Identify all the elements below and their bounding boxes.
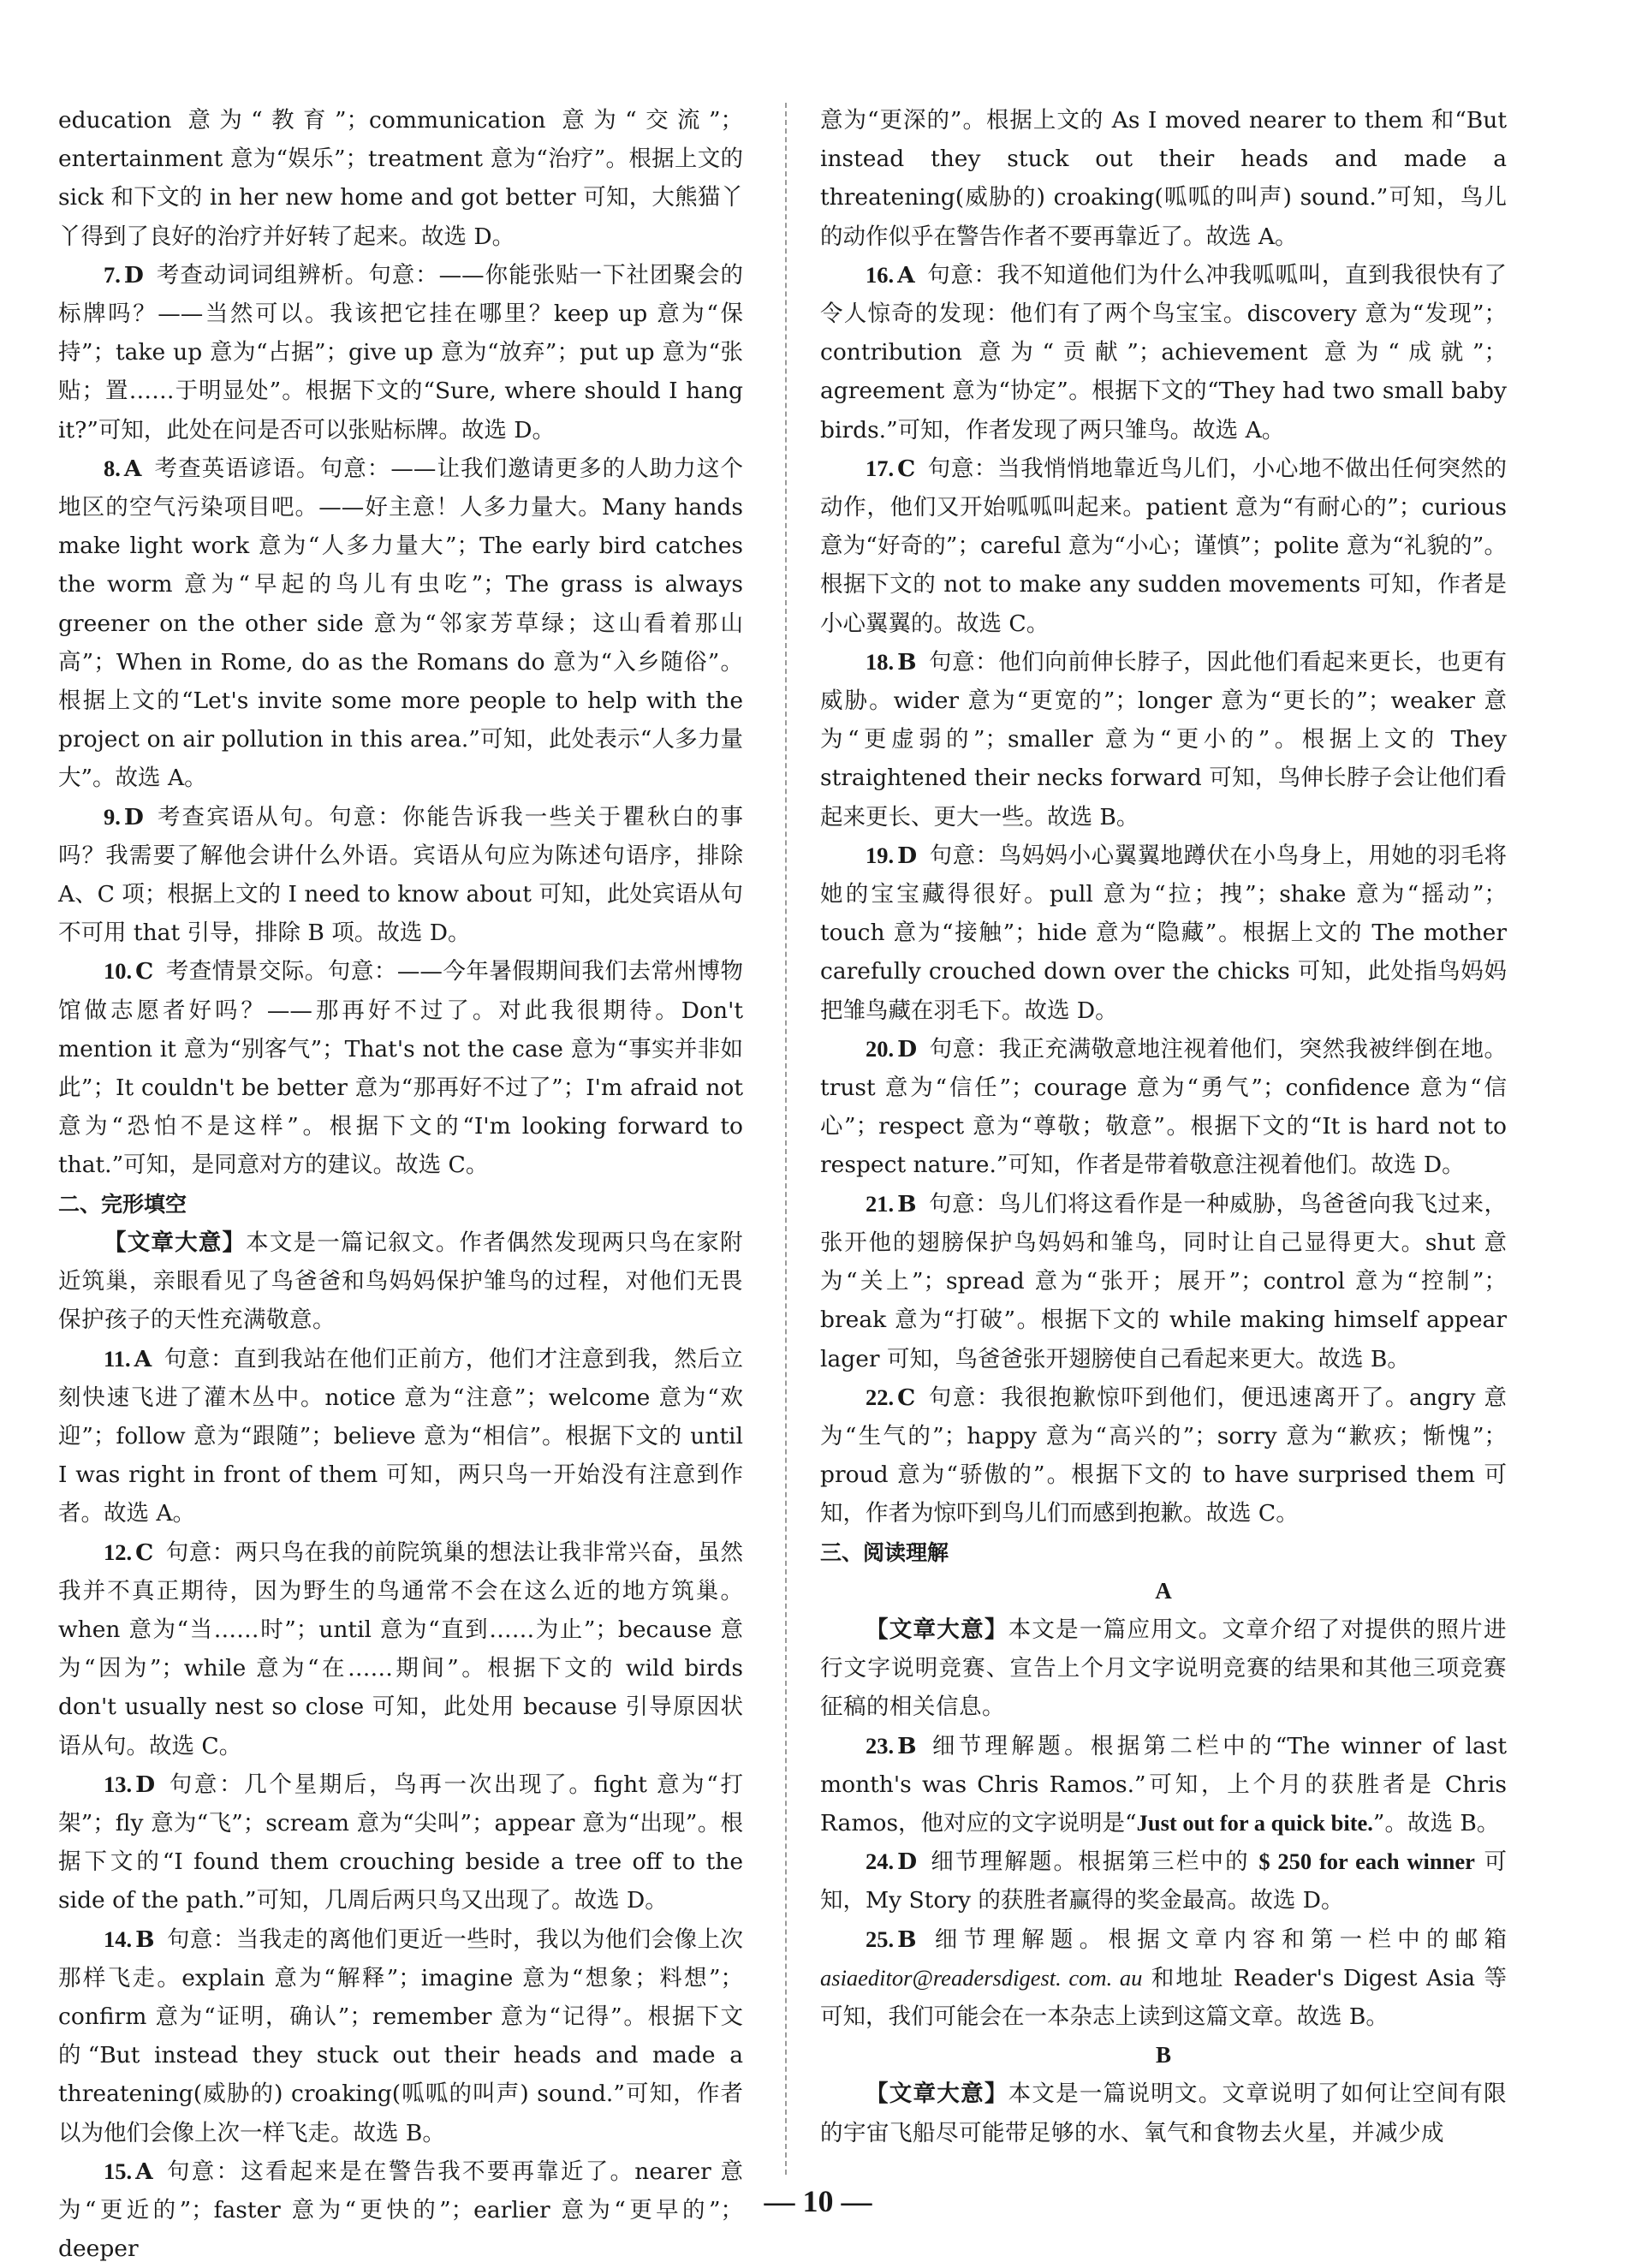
explanation: 句意：鸟儿们将这看作是一种威胁，鸟爸爸向我飞过来，张开他的翅膀保护鸟妈妈和雏鸟，同时让自己显得更大。shut 意为“关上”；spread 意为“张开；展开”；control 意为“控制”；break 意为“打破”。根据下文的 while making himself appear lager 可知，鸟爸爸张开翅膀使自己看起来更大。故选 B。: [820, 1190, 1507, 1372]
question-number: 24.: [866, 1848, 895, 1875]
question-20: [820, 1030, 1507, 1185]
right-column: [820, 101, 1507, 2152]
question-7: [58, 256, 743, 449]
question-8: [58, 449, 743, 798]
column-divider: [785, 103, 787, 2175]
summary-tag: 【文章大意】: [866, 2080, 1008, 2108]
section-heading-cloze: 二、完形填空: [58, 1191, 187, 1217]
answer-letter: D: [897, 1035, 918, 1063]
question-14: [58, 1920, 743, 2152]
explanation: 句意：他们向前伸长脖子，因此他们看起来更长，也更有威胁。wider 意为“更宽的”；longer 意为“更长的”；weaker 意为“更虚弱的”；smaller 意为“更小的”。根据上文的 They straightened their necks forward 可知，鸟伸长脖子会让他们看起来更长、更大一些。故选 B。: [820, 648, 1507, 830]
summary-text: 本文是一篇记叙文。作者偶然发现两只鸟在家附近筑巢，亲眼看见了鸟爸爸和鸟妈妈保护雏鸟的过程，对他们无畏保护孩子的天性充满敬意。: [58, 1229, 744, 1334]
question-number: 13.: [104, 1771, 133, 1797]
question-11: [58, 1340, 743, 1533]
question-18: [820, 643, 1507, 836]
section-heading-reading: 三、阅读理解: [820, 1539, 949, 1565]
answer-letter: B: [135, 1926, 155, 1953]
answer-letter: B: [897, 1732, 917, 1759]
explanation: 句意：直到我站在他们正前方，他们才注意到我，然后立刻快速飞进了灌木丛中。notice 意为“注意”；welcome 意为“欢迎”；follow 意为“跟随”；believe 意为“相信”。根据下文的 until I was right in front of them 可知，两只鸟一开始没有注意到作者。故选 A。: [58, 1345, 743, 1527]
question-number: 25.: [866, 1926, 895, 1952]
question-number: 7.: [104, 261, 121, 288]
question-21: [820, 1185, 1507, 1378]
question-number: 14.: [104, 1926, 133, 1952]
summary-text: 本文是一篇说明文。文章说明了如何让空间有限的宇宙飞船尽可能带足够的水、氧气和食物去火星，并减少成: [820, 2080, 1508, 2146]
question-number: 16.: [866, 261, 895, 288]
question-16: [820, 256, 1507, 449]
answer-letter: C: [897, 455, 916, 482]
question-25: 25. B 细节理解题。根据文章内容和第一栏中的邮箱 asiaeditor@readersdigest. com. au 和地址 Reader's Digest Asia 等可知，我们可能会在一本杂志上读到这篇文章。故选 B。: [820, 1926, 1508, 2030]
answer-letter: D: [123, 803, 144, 830]
article-summary-b: [820, 2075, 1507, 2152]
question-12: [58, 1533, 743, 1765]
page-number: — 10 —: [764, 2184, 872, 2218]
question-number: 21.: [866, 1190, 895, 1217]
question-number: 20.: [866, 1035, 895, 1062]
answer-letter: C: [135, 958, 154, 985]
question-number: 11.: [104, 1345, 131, 1372]
question-number: 9.: [104, 803, 121, 830]
prize-amount: $ 250 for each winner: [1258, 1848, 1475, 1875]
question-24: 24. D 细节理解题。根据第三栏中的 $ 250 for each winner 可知，My Story 的获胜者赢得的奖金最高。故选 D。: [820, 1848, 1507, 1914]
answer-letter: C: [135, 1539, 154, 1566]
part-a-heading: A: [1155, 1577, 1172, 1604]
explanation: 句意：当我走的离他们更近一些时，我以为他们会像上次那样飞走。explain 意为“解释”；imagine 意为“想象；料想”；confirm 意为“证明，确认”；remember 意为“记得”。根据下文的“But instead they stuck out their heads and made a threatening(威胁的) croaking(呱呱的叫声) sound.”可知，作者以为他们会像上次一样飞走。故选 B。: [58, 1926, 743, 2146]
answer-letter: C: [897, 1384, 916, 1411]
question-10: [58, 952, 743, 1184]
explanation: 句意：两只鸟在我的前院筑巢的想法让我非常兴奋，虽然我并不真正期待，因为野生的鸟通常不会在这么近的地方筑巢。when 意为“当……时”；until 意为“直到……为止”；because 意为“因为”；while 意为“在……期间”。根据下文的 wild birds don't usually nest so close 可知，此处用 because 引导原因状语从句。故选 C。: [58, 1539, 743, 1759]
answer-letter: A: [897, 261, 915, 289]
answer-letter: D: [897, 1848, 918, 1876]
summary-tag: 【文章大意】: [866, 1616, 1008, 1643]
explanation: 句意：鸟妈妈小心翼翼地蹲伏在小鸟身上，用她的羽毛将她的宝宝藏得很好。pull 意为“拉；拽”；shake 意为“摇动”；touch 意为“接触”；hide 意为“隐藏”。根据上文的 The mother carefully crouched down over the chicks 可知，此处指鸟妈妈把雏鸟藏在羽毛下。故选 D。: [820, 842, 1507, 1024]
question-number: 17.: [866, 455, 895, 481]
explanation: 句意：我正充满敬意地注视着他们，突然我被绊倒在地。trust 意为“信任”；courage 意为“勇气”；confidence 意为“信心”；respect 意为“尊敬；敬意”。根据下文的“It is hard not to respect nature.”可知，作者是带着敬意注视着他们。故选 D。: [820, 1035, 1507, 1179]
paragraph-continued: 意为“更深的”。根据上文的 As I moved nearer to them 和“But instead they stuck out their heads and made a threatening(威胁的) croaking(呱呱的叫声) sound.”可知，鸟儿的动作似乎在警告作者不要再靠近了。故选 A。: [820, 107, 1507, 250]
explanation: 考查情景交际。句意：——今年暑假期间我们去常州博物馆做志愿者好吗？——那再好不过了。对此我很期待。Don't mention it 意为“别客气”；That's not the case 意为“事实并非如此”；It couldn't be better 意为“那再好不过了”；I'm afraid not 意为“恐怕不是这样”。根据下文的“I'm looking forward to that.”可知，是同意对方的建议。故选 C。: [58, 958, 743, 1179]
question-9: [58, 798, 743, 953]
paragraph-continued: education 意为“教育”；communication 意为“交流”；entertainment 意为“娱乐”；treatment 意为“治疗”。根据上文的 sick 和下文的 in her new home and got better 可知，大熊猫丫丫得到了良好的治疗并好转了起来。故选 D。: [58, 107, 743, 250]
explanation: 句意：我不知道他们为什么冲我呱呱叫，直到我很快有了令人惊奇的发现：他们有了两个鸟宝宝。discovery 意为“发现”；contribution 意为“贡献”；achievement 意为“成就”；agreement 意为“协定”。根据下文的“They had two small baby birds.”可知，作者发现了两只雏鸟。故选 A。: [820, 261, 1507, 443]
answer-letter: B: [897, 1926, 917, 1953]
question-number: 22.: [866, 1384, 895, 1410]
question-23: 23. B 细节理解题。根据第二栏中的“The winner of last month's was Chris Ramos.”可知，上个月的获胜者是 Chris Ramos，他对应的文字说明是“Just out for a quick bite.”。故选 B。: [820, 1732, 1507, 1836]
question-number: 15.: [104, 2158, 133, 2184]
explanation: 句意：我很抱歉惊吓到他们，便迅速离开了。angry 意为“生气的”；happy 意为“高兴的”；sorry 意为“歉疚；惭愧”；proud 意为“骄傲的”。根据下文的 to have surprised them 可知，作者为惊吓到鸟儿们而感到抱歉。故选 C。: [820, 1384, 1507, 1527]
part-b-heading: B: [1155, 2042, 1171, 2069]
question-19: [820, 836, 1507, 1030]
question-number: 18.: [866, 648, 895, 675]
answer-letter: A: [123, 455, 142, 482]
explanation: 考查宾语从句。句意：你能告诉我一些关于瞿秋白的事吗？我需要了解他会讲什么外语。宾语从句应为陈述句语序，排除 A、C 项；根据上文的 I need to know about 可知，此处宾语从句不可用 that 引导，排除 B 项。故选 D。: [58, 803, 743, 947]
question-17: [820, 449, 1507, 643]
explanation: 句意：当我悄悄地靠近鸟儿们，小心地不做出任何突然的动作，他们又开始呱呱叫起来。patient 意为“有耐心的”；curious 意为“好奇的”；careful 意为“小心；谨慎”；polite 意为“礼貌的”。根据下文的 not to make any sudden movements 可知，作者是小心翼翼的。故选 C。: [820, 455, 1507, 637]
explanation: 考查英语谚语。句意：——让我们邀请更多的人助力这个地区的空气污染项目吧。——好主意！人多力量大。Many hands make light work 意为“人多力量大”；The early bird catches the worm 意为“早起的鸟儿有虫吃”；The grass is always greener on the other side 意为“邻家芳草绿；这山看着那山高”；When in Rome, do as the Romans do 意为“入乡随俗”。根据上文的“Let's invite some more people to help with the project on air pollution in this area.”可知，此处表示“人多力量大”。故选 A。: [58, 455, 743, 792]
question-number: 19.: [866, 842, 895, 868]
question-number: 23.: [866, 1732, 895, 1759]
summary-text: 本文是一篇应用文。文章介绍了对提供的照片进行文字说明竞赛、宣告上个月文字说明竞赛的结果和其他三项竞赛征稿的相关信息。: [820, 1616, 1508, 1721]
answer-letter: A: [135, 2158, 153, 2185]
answer-letter: B: [897, 1190, 917, 1217]
answer-letter: B: [897, 648, 917, 676]
question-22: [820, 1378, 1507, 1533]
explanation: 句意：几个星期后，鸟再一次出现了。fight 意为“打架”；fly 意为“飞”；scream 意为“尖叫”；appear 意为“出现”。根据下文的“I found them crouching beside a tree off to the side of the path.”可知，几周后两只鸟又出现了。故选 D。: [58, 1771, 743, 1914]
answer-letter: D: [123, 261, 144, 289]
question-number: 12.: [104, 1539, 133, 1565]
caption-quote: Just out for a quick bite.: [1136, 1809, 1373, 1836]
article-summary: [58, 1223, 743, 1340]
article-summary-a: [820, 1610, 1507, 1727]
summary-tag: 【文章大意】: [104, 1229, 247, 1256]
email-address: asiaeditor@readersdigest. com. au: [820, 1964, 1143, 1991]
question-number: 10.: [104, 958, 133, 985]
question-13: [58, 1765, 743, 1920]
answer-letter: A: [134, 1345, 152, 1372]
answer-letter: D: [897, 842, 918, 869]
left-column: [58, 101, 743, 2268]
question-number: 8.: [104, 455, 121, 481]
explanation: 考查动词词组辨析。句意：——你能张贴一下社团聚会的标牌吗？——当然可以。我该把它挂在哪里？keep up 意为“保持”；take up 意为“占据”；give up 意为“放弃”；put up 意为“张贴；置……于明显处”。根据下文的“Sure, where should I hang it?”可知，此处在问是否可以张贴标牌。故选 D。: [58, 261, 743, 443]
explanation: 句意：这看起来是在警告我不要再靠近了。nearer 意为“更近的”；faster 意为“更快的”；earlier 意为“更早的”；deeper: [58, 2158, 743, 2263]
answer-letter: D: [135, 1771, 156, 1798]
